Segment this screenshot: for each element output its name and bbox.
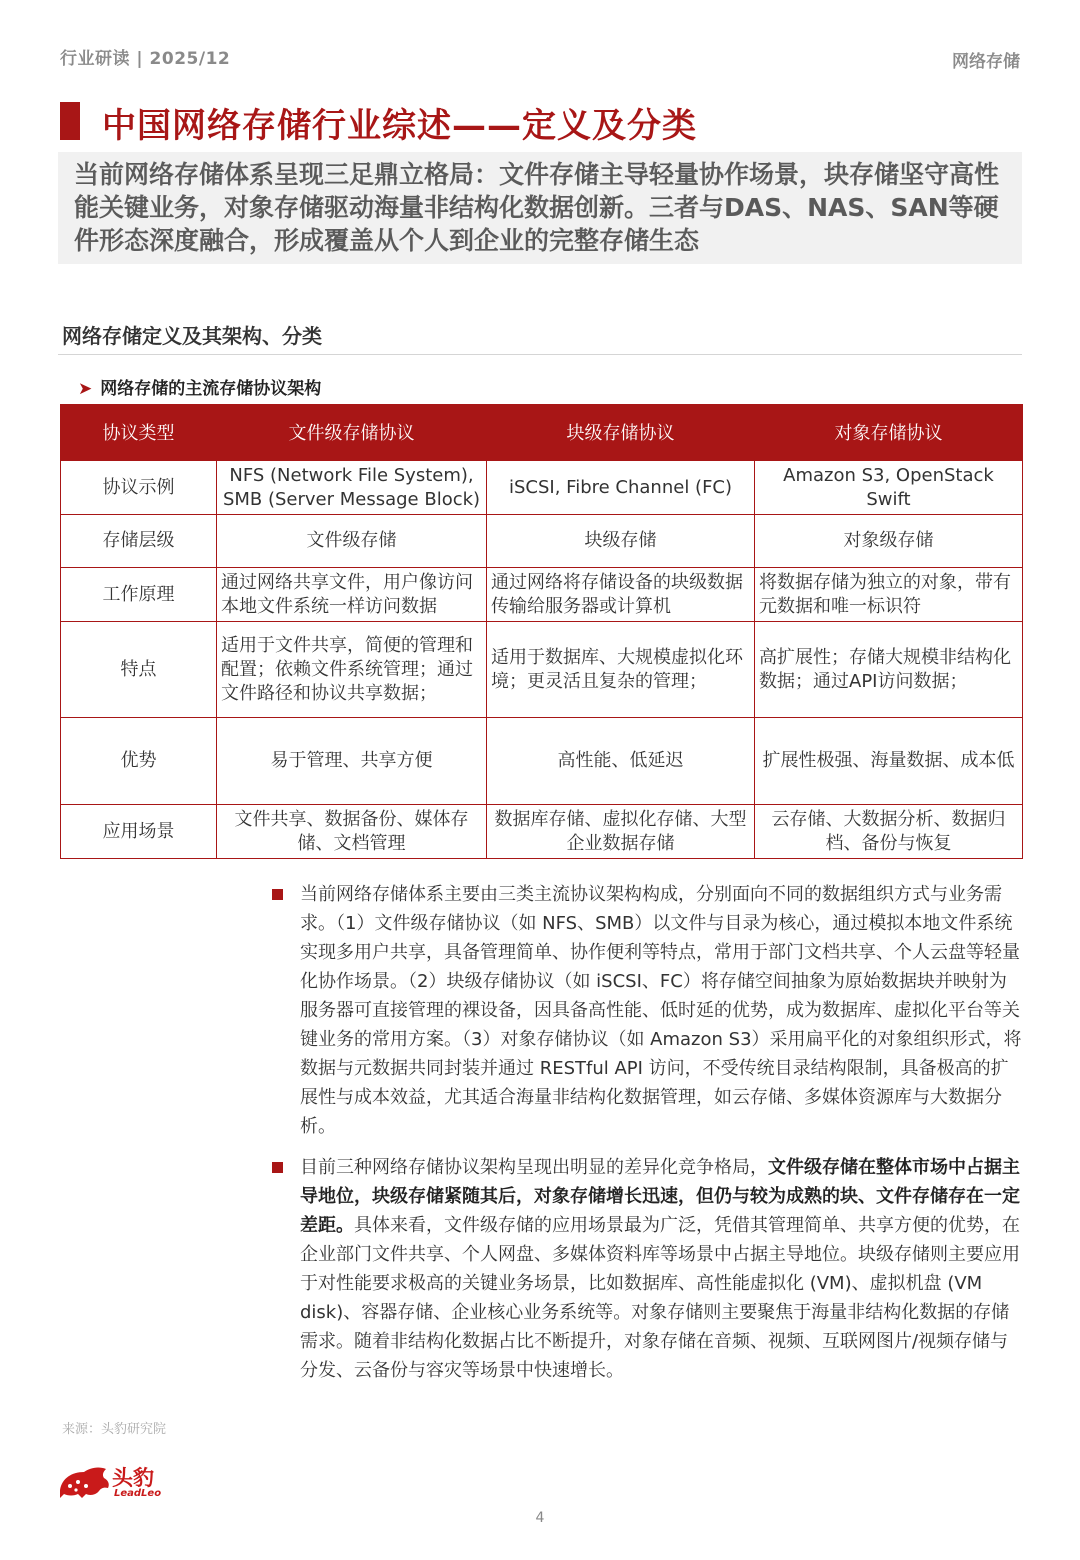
table-cell: 文件共享、数据备份、媒体存储、文档管理 (217, 805, 487, 859)
bullet-text: 当前网络存储体系主要由三类主流协议架构构成，分别面向不同的数据组织方式与业务需求。（1）文件级存储协议（如 NFS、SMB）以文件与目录为核心，通过模拟本地文件系统实现多用户共享，具备管理简单、协作便利等特点，常用于部门文档共享、个人云盘等轻量化协作场景。（2）块级存储协议（如 iSCSI、FC）将存储空间抽象为原始数据块并映射为服务器可直接管理的裸设备，因具备高性能、低时延的优势，成为数据库、虚拟化平台等关键业务的常用方案。（3）对象存储协议（如 Amazon S3）采用扁平化的对象组织形式，将数据与元数据共同封装并通过 RESTful API 访问，不受传统目录结构限制，具备极高的扩展性与成本效益，尤其适合海量非结构化数据管理，如云存储、多媒体资源库与大数据分析。 (300, 884, 1022, 1137)
page-title: 中国网络存储行业综述——定义及分类 (102, 106, 697, 146)
table-cell: Amazon S3, OpenStack Swift (755, 461, 1023, 515)
table-cell: NFS (Network File System), SMB (Server Message Block) (217, 461, 487, 515)
logo-english-text: LeadLeo (114, 1488, 162, 1499)
table-cell: 适用于数据库、大规模虚拟化环境；更灵活且复杂的管理； (487, 622, 755, 718)
bullet-item (272, 880, 1022, 1141)
table-cell: iSCSI, Fibre Channel (FC) (487, 461, 755, 515)
logo-chinese-text: 头豹 (112, 1466, 154, 1490)
table-cell: 扩展性极强、海量数据、成本低 (755, 718, 1023, 805)
square-bullet-icon (272, 889, 283, 900)
bullet-text: 具体来看，文件级存储的应用场景最为广泛，凭借其管理简单、共享方便的优势，在企业部门文件共享、个人网盘、多媒体资料库等场景中占据主导地位。块级存储则主要应用于对性能要求极高的关键业务场景，比如数据库、高性能虚拟化 (VM)、虚拟机盘 (VM disk)、容器存储、企业核心业务系统等。对象存储则主要聚焦于海量非结构化数据的存储需求。随着非结构化数据占比不断提升，对象存储在音频、视频、互联网图片/视频存储与分发、云备份与容灾等场景中快速增长。 (300, 1215, 1020, 1381)
source-note: 来源：头豹研究院 (62, 1422, 167, 1437)
square-bullet-icon (272, 1162, 283, 1173)
table-cell: 数据库存储、虚拟化存储、大型企业数据存储 (487, 805, 755, 859)
leopard-logo-icon (56, 1460, 112, 1504)
page-number: 4 (535, 1510, 545, 1526)
row-label: 应用场景 (61, 805, 217, 859)
leadleo-logo (56, 1460, 176, 1504)
table-row (61, 515, 1023, 568)
table-cell: 适用于文件共享，简便的管理和配置；依赖文件系统管理；通过文件路径和协议共享数据； (217, 622, 487, 718)
header-report-label: 行业研读 | 2025/12 (60, 49, 231, 69)
table-header-cell: 协议类型 (61, 404, 217, 461)
table-row (61, 622, 1023, 718)
table-cell: 对象级存储 (755, 515, 1023, 568)
table-row (61, 568, 1023, 622)
table-cell: 通过网络将存储设备的块级数据传输给服务器或计算机 (487, 568, 755, 622)
table-row (61, 718, 1023, 805)
table-row (61, 461, 1023, 515)
table-cell: 文件级存储 (217, 515, 487, 568)
table-cell: 云存储、大数据分析、数据归档、备份与恢复 (755, 805, 1023, 859)
row-label: 特点 (61, 622, 217, 718)
table-cell: 高性能、低延迟 (487, 718, 755, 805)
row-label: 协议示例 (61, 461, 217, 515)
table-cell: 易于管理、共享方便 (217, 718, 487, 805)
section-divider (58, 354, 1022, 355)
bullet-item (272, 1153, 1022, 1385)
title-accent-bar (60, 102, 80, 140)
table-caption (78, 374, 321, 399)
summary-box (58, 152, 1022, 264)
summary-text: 当前网络存储体系呈现三足鼎立格局：文件存储主导轻量协作场景，块存储坚守高性能关键业务，对象存储驱动海量非结构化数据创新。三者与DAS、NAS、SAN等硬件形态深度融合，形成覆盖从个人到企业的完整存储生态 (74, 160, 1000, 255)
bullet-text: 目前三种网络存储协议架构呈现出明显的差异化竞争格局， (300, 1157, 768, 1178)
row-label: 存储层级 (61, 515, 217, 568)
header-topic: 网络存储 (952, 52, 1020, 72)
table-caption-text: 网络存储的主流存储协议架构 (100, 379, 322, 399)
bullet-list (272, 880, 1022, 1397)
table-cell: 将数据存储为独立的对象，带有元数据和唯一标识符 (755, 568, 1023, 622)
row-label: 优势 (61, 718, 217, 805)
table-header-cell: 块级存储协议 (487, 404, 755, 461)
table-header-row (61, 404, 1023, 461)
arrow-right-icon: ➤ (78, 379, 93, 399)
bullet-bold-text: 文件级存储在整体市场中占据主导地位，块级存储紧随其后，对象存储增长迅速，但仍与较为成熟的块、文件存储存在一定差距。 (300, 1157, 1020, 1236)
table-cell: 块级存储 (487, 515, 755, 568)
table-row (61, 805, 1023, 859)
section-title: 网络存储定义及其架构、分类 (62, 324, 322, 348)
table-header-cell: 对象存储协议 (755, 404, 1023, 461)
table-cell: 通过网络共享文件，用户像访问本地文件系统一样访问数据 (217, 568, 487, 622)
row-label: 工作原理 (61, 568, 217, 622)
table-cell: 高扩展性；存储大规模非结构化数据；通过API访问数据； (755, 622, 1023, 718)
protocol-table (60, 404, 1023, 859)
table-header-cell: 文件级存储协议 (217, 404, 487, 461)
